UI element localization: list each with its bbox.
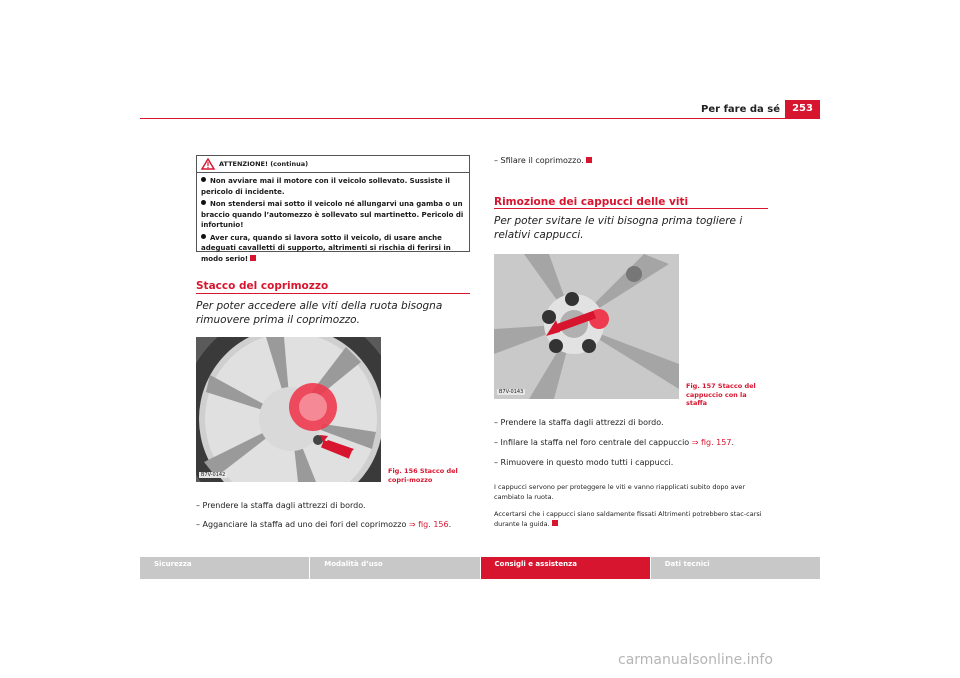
warning-item: Aver cura, quando si lavora sotto il veicolo, di usare anche adeguati cavalletti di supporto, altrimenti si rischia di ferirsi in modo serio!	[201, 233, 451, 263]
section-heading-cappucci: Rimozione dei cappucci delle viti	[494, 196, 689, 208]
figure-link[interactable]: ⇒ fig. 156	[408, 520, 449, 529]
warning-box	[196, 155, 470, 263]
figure-link[interactable]: ⇒ fig. 157	[691, 438, 732, 447]
section-intro: Per poter accedere alle viti della ruota bisogna rimuovere prima il coprimozzo.	[196, 300, 443, 326]
end-mark-icon	[250, 255, 256, 261]
bullet-icon	[201, 200, 206, 205]
tab-modalita-uso[interactable]: Modalità d’uso	[310, 557, 479, 579]
section-intro: Per poter svitare le viti bisogna prima togliere i relativi cappucci.	[494, 215, 743, 241]
bullet-icon	[201, 177, 206, 182]
figure-caption: Fig. 157 Stacco del cappuccio con la staffa	[686, 382, 756, 407]
step-item: – Rimuovere in questo modo tutti i cappucci.	[494, 458, 674, 467]
figure-wheel-hubcap	[196, 337, 381, 482]
step-item: – Infilare la staffa nel foro centrale del cappuccio ⇒ fig. 157.	[494, 438, 734, 447]
figure-id: B7V-0143	[499, 389, 524, 395]
page-number: 253	[785, 100, 820, 118]
end-mark-icon	[552, 520, 558, 526]
wheel-hubcap-illustration	[196, 337, 381, 482]
warning-item: Non stendersi mai sotto il veicolo né allungarvi una gamba o un braccio quando l’automezzo è sollevato sul martinetto. Pericolo di infortunio!	[201, 200, 464, 229]
section-rule	[196, 293, 470, 294]
end-mark-icon	[586, 157, 592, 163]
step-item: – Prendere la staffa dagli attrezzi di bordo.	[196, 501, 366, 510]
note-paragraph: I cappucci servono per proteggere le viti e vanno riapplicati subito dopo aver cambiato la ruota.	[494, 483, 746, 501]
footer-nav	[140, 557, 820, 579]
tab-consigli-assistenza[interactable]: Consigli e assistenza	[481, 557, 650, 579]
running-header-title: Per fare da sé	[701, 104, 780, 115]
section-rule	[494, 208, 768, 209]
header-rule	[140, 118, 820, 119]
figure-bolt-cap	[494, 254, 679, 399]
bolt-cap-illustration	[494, 254, 679, 399]
warning-item: Non avviare mai il motore con il veicolo sollevato. Sussiste il pericolo di incidente.	[201, 177, 450, 196]
bullet-icon	[201, 234, 206, 239]
warning-triangle-icon	[201, 158, 215, 170]
figure-id: B7V-0142	[201, 472, 226, 478]
warning-label: ATTENZIONE! (continua)	[219, 160, 309, 168]
step-item: – Sfilare il coprimozzo.	[494, 155, 592, 166]
step-item: – Agganciare la staffa ad uno dei fori del coprimozzo ⇒ fig. 156.	[196, 520, 452, 529]
warning-body	[197, 173, 469, 264]
tab-sicurezza[interactable]: Sicurezza	[140, 557, 309, 579]
step-item: – Prendere la staffa dagli attrezzi di bordo.	[494, 418, 664, 427]
figure-caption: Fig. 156 Stacco del copri-mozzo	[388, 467, 458, 484]
note-paragraph: Accertarsi che i cappucci siano saldamente fissati Altrimenti potrebbero stac-carsi durante la guida.	[494, 510, 762, 528]
tab-dati-tecnici[interactable]: Dati tecnici	[651, 557, 820, 579]
watermark: carmanualsonline.info	[618, 652, 773, 668]
warning-header	[197, 156, 469, 173]
section-heading-coprimozzo: Stacco del coprimozzo	[196, 280, 329, 292]
